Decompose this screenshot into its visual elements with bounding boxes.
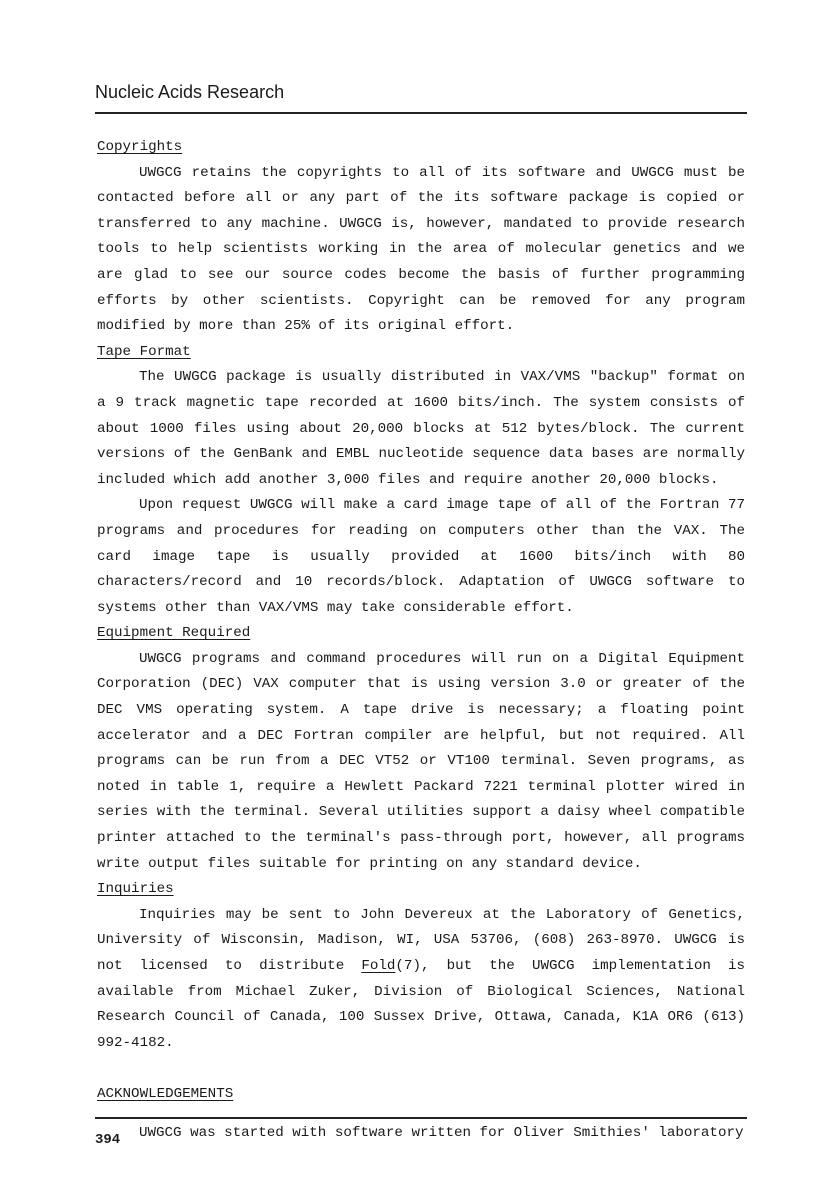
paragraph-equipment: UWGCG programs and command procedures will run on a Digital Equipment Corporation (DEC) VAX computer that is using version 3.0 or greater of the DEC VMS operating system. A tape drive is necessary; a floating point accelerator and a DEC Fortran compiler are helpful, but not required. All programs can be run from a DEC VT52 or VT100 terminal. Seven programs, as noted in table 1, require a Hewlett Packard 7221 terminal plotter wired in series with the terminal. Several utilities support a daisy wheel compatible printer attached to the terminal's pass-through port, however, all programs write output files suitable for printing on any standard device. bbox=[97, 650, 745, 872]
paragraph-acknowledgements: UWGCG was started with software written for Oliver Smithies' laboratory bbox=[139, 1124, 744, 1141]
paragraph-tape-format-1: The UWGCG package is usually distributed in VAX/VMS "backup" format on a 9 track magnetic tape recorded at 1600 bits/inch. The system consists of about 1000 files using about 20,000 blocks at 512 bytes/block. The current versions of the GenBank and EMBL nucleotide sequence data bases are normally included which add another 3,000 files and require another 20,000 blocks. bbox=[97, 369, 745, 488]
header-rule bbox=[95, 112, 747, 114]
inquiries-text-b: (7), but the UWGCG implementation is available from Michael Zuker, Division of Biological Sciences, National Research Council of Canada, 100 Sussex Drive, Ottawa, Canada, K1A OR6 (613) 992-4182. bbox=[97, 958, 746, 1051]
article-body bbox=[97, 135, 745, 1146]
paragraph-inquiries bbox=[97, 903, 745, 1057]
heading-equipment-required: Equipment Required bbox=[97, 625, 251, 642]
heading-copyrights: Copyrights bbox=[97, 139, 183, 155]
inquiries-text-a: Inquiries may be sent to John Devereux at the Laboratory of Genetics, University of Wisconsin, Madison, WI, USA 53706, (608) 263-8970. UWGCG is not licensed to distribute bbox=[97, 906, 745, 974]
fold-reference: Fold bbox=[361, 958, 396, 974]
paragraph-copyrights: UWGCG retains the copyrights to all of its software and UWGCG must be contacted before all or any part of the its software package is copied or transferred to any machine. UWGCG is, however, mandated to provide research tools to help scientists working in the area of molecular genetics and we are glad to see our source codes become the basis of further programming efforts by other scientists. Copyright can be removed for any program modified by more than 25% of its original effort. bbox=[97, 164, 745, 335]
paragraph-tape-format-2: Upon request UWGCG will make a card image tape of all of the Fortran 77 programs and procedures for reading on computers other than the VAX. The card image tape is usually provided at 1600 bits/inch with 80 characters/record and 10 records/block. Adaptation of UWGCG software to systems other than VAX/VMS may take considerable effort. bbox=[97, 497, 745, 616]
heading-inquiries: Inquiries bbox=[97, 881, 174, 898]
heading-acknowledgements: ACKNOWLEDGEMENTS bbox=[97, 1085, 234, 1102]
page-number: 394 bbox=[95, 1132, 121, 1148]
journal-title: Nucleic Acids Research bbox=[95, 82, 285, 102]
footer-rule bbox=[95, 1117, 747, 1119]
heading-tape-format: Tape Format bbox=[97, 343, 191, 360]
